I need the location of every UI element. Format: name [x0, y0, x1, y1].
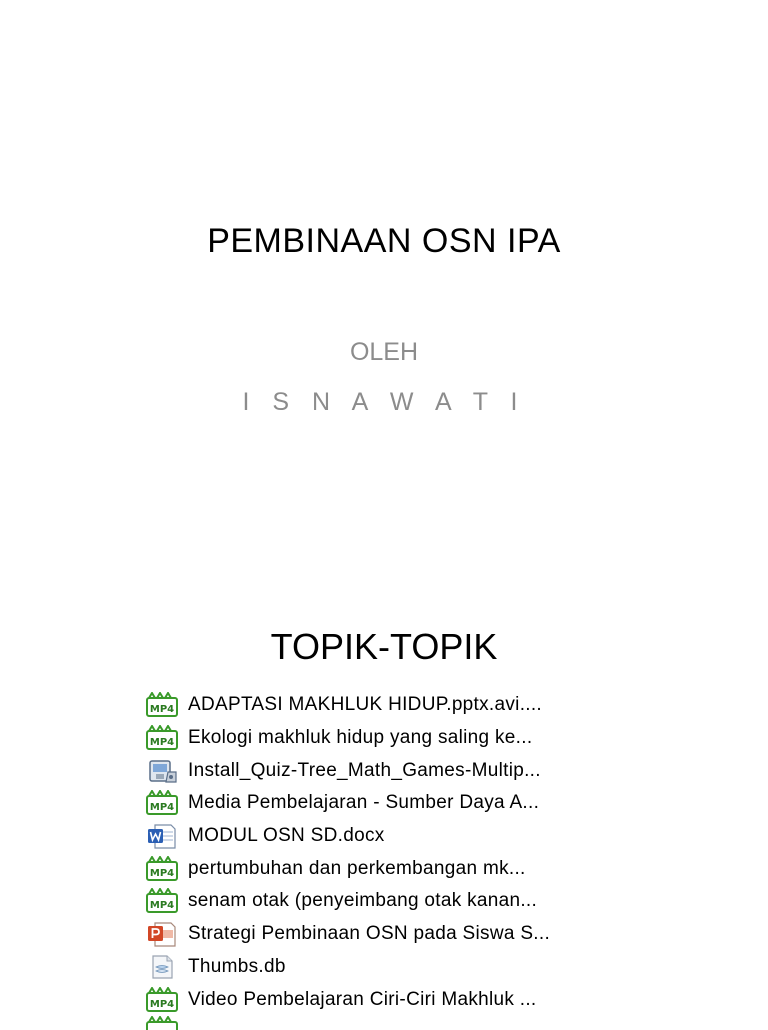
svg-text:MP4: MP4: [149, 998, 175, 1010]
file-name: Thumbs.db: [188, 955, 286, 977]
file-list-item-partial[interactable]: [146, 1016, 636, 1030]
svg-text:MP4: MP4: [149, 704, 175, 716]
installer-file-icon: [146, 758, 178, 784]
subtitle-oleh: OLEH: [349, 338, 419, 366]
svg-text:MP4: MP4: [149, 737, 175, 749]
file-name: MODUL OSN SD.docx: [188, 825, 385, 847]
powerpoint-file-icon: [146, 921, 178, 947]
svg-text:MP4: MP4: [149, 867, 175, 879]
file-list-item[interactable]: [146, 951, 636, 984]
file-list: [146, 689, 636, 1030]
mp4-file-icon: [146, 856, 178, 882]
section-title: TOPIK-TOPIK: [270, 626, 498, 667]
mp4-file-icon: [146, 790, 178, 816]
svg-text:MP4: MP4: [149, 900, 175, 912]
svg-text:MP4: MP4: [149, 802, 175, 814]
file-name: Video Pembelajaran Ciri-Ciri Makhluk ...: [188, 988, 537, 1010]
file-name: pertumbuhan dan perkembangan mk...: [188, 857, 526, 879]
file-name: ADAPTASI MAKHLUK HIDUP.pptx.avi....: [188, 694, 543, 716]
file-list-item[interactable]: [146, 820, 636, 853]
file-list-item[interactable]: [146, 983, 636, 1016]
word-document-icon: [146, 823, 178, 849]
file-list-item[interactable]: [146, 885, 636, 918]
mp4-file-icon: [146, 888, 178, 914]
mp4-file-icon: [146, 692, 178, 718]
file-list-item[interactable]: [146, 689, 636, 722]
subtitle-author-name: I S N A W A T I: [242, 388, 526, 416]
file-list-item[interactable]: [146, 918, 636, 951]
mp4-file-icon: [146, 725, 178, 751]
database-file-icon: [146, 954, 178, 980]
file-list-item[interactable]: [146, 787, 636, 820]
file-name: Install_Quiz-Tree_Math_Games-Multip...: [188, 759, 541, 781]
file-list-item[interactable]: [146, 722, 636, 755]
file-name: Ekologi makhluk hidup yang saling ke...: [188, 727, 533, 749]
file-list-item[interactable]: [146, 754, 636, 787]
file-list-item[interactable]: [146, 852, 636, 885]
file-name: senam otak (penyeimbang otak kanan...: [188, 890, 538, 912]
mp4-file-icon: [146, 1016, 178, 1030]
slide-title: PEMBINAAN OSN IPA: [207, 222, 561, 260]
file-name: Media Pembelajaran - Sumber Daya A...: [188, 792, 540, 814]
mp4-file-icon: [146, 987, 178, 1013]
file-name: Strategi Pembinaan OSN pada Siswa S...: [188, 923, 551, 945]
